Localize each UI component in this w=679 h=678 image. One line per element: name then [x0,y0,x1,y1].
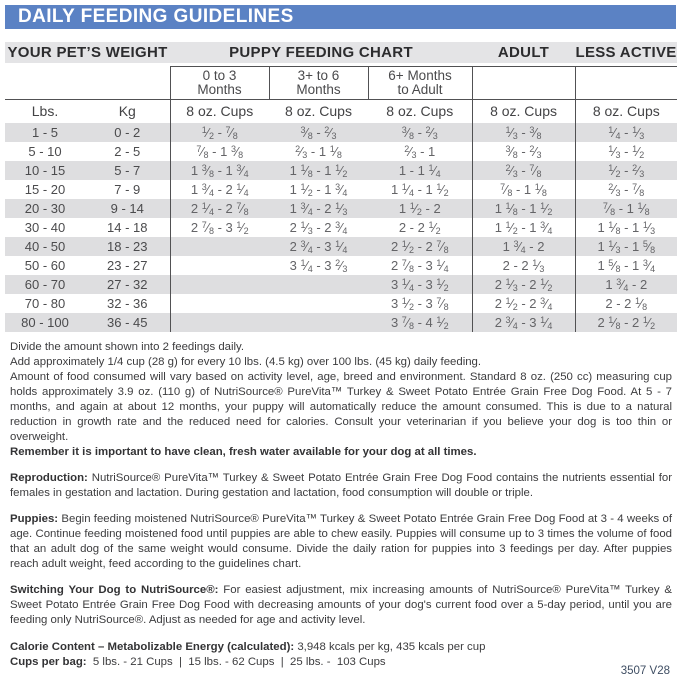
feeding-table-body [5,123,677,332]
cell-puppy-3-6: 3 $^1⁄_4 - 3$ $^2⁄_3$ [289,257,348,274]
feeding-table-row [5,123,677,142]
form-code: 3507 V28 [620,665,670,677]
cell-less-active: 1 $^1⁄_8 - 1$ $^1⁄_3$ [597,219,656,236]
puppies-text: Begin feeding moistened NutriSource® PureVita™ Turkey & Sweet Potato Entrée Grain Free Dog Food at 3 - 4 weeks of age. Continue feeding moistened food until puppies are able to chew easily. Puppies will consume up to 3 times the volume of food that an adult dog of the same weight would consume. Divide the daily ration for puppies into 3 feedings per day. After puppies reach adult weight, feed according to the guidelines chart. [10,513,672,570]
age-line: to Adult [397,81,443,97]
cell-lbs: 70 - 80 [24,296,66,311]
cell-kg: 7 - 9 [85,180,170,199]
cell-adult: 2 $^1⁄_3 - 2$ $^1⁄_2$ [472,275,575,294]
cell-less-active: 1 $^1⁄_3 - 1$ $^5⁄_8$ [575,237,677,256]
column-group-less-active: LESS ACTIVE [575,44,677,61]
feeding-table-row [5,199,677,218]
column-header-cups-2: 8 oz. Cups [269,99,368,123]
cell-puppy-6-adult: 1 $^1⁄_2 - 2$ [368,199,472,218]
cell-puppy-6-adult: 3 $^1⁄_2 - 3$ $^7⁄_8$ [368,294,472,313]
cell-puppy-3-6 [269,313,368,332]
age-header-less-active-cell [575,66,677,99]
cell-adult: $^7⁄_8 - 1$ $^1⁄_8$ [472,180,575,199]
age-line: 3+ to 6 [297,67,340,83]
cell-lbs: 5 - 10 [28,144,62,159]
feeding-notes [10,340,672,460]
cell-puppy-0-3: 1 $^3⁄_4 - 2$ $^1⁄_4$ [190,181,249,198]
column-group-adult: ADULT [472,42,575,63]
cell-less-active: 1 $^3⁄_4 - 2$ [575,275,677,294]
cell-puppy-3-6: $^3⁄_8$ - $^2⁄_3$ [269,123,368,142]
cell-kg: 23 - 27 [85,256,170,275]
cell-puppy-6-adult: 2 - 2 $^1⁄_2$ [368,218,472,237]
switching-paragraph [10,583,672,628]
cell-puppy-0-3: 1 $^3⁄_8 - 1$ $^3⁄_4$ [170,161,269,180]
cell-kg: 0 - 2 [85,123,170,142]
cell-puppy-3-6: 1 $^1⁄_2 - 1$ $^3⁄_4$ [289,181,348,198]
column-header-0-3-months [170,66,269,99]
cell-puppy-0-3 [170,256,269,275]
reproduction-label: Reproduction: [10,472,88,484]
cell-puppy-0-3 [170,313,269,332]
cell-adult: 2 - 2 $^1⁄_3$ [472,256,575,275]
cell-kg: 36 - 45 [85,313,170,332]
cups-per-bag-value: 5 lbs. - 21 Cups | 15 lbs. - 62 Cups | 25 lbs. - 103 Cups [86,656,386,668]
cell-adult: 1 $^3⁄_4 - 2$ [472,237,575,256]
cell-puppy-6-adult: 3 $^7⁄_8 - 4$ $^1⁄_2$ [368,313,472,332]
column-header-kg: Kg [85,99,170,123]
cell-puppy-6-adult: 1 $^1⁄_4 - 1$ $^1⁄_2$ [368,180,472,199]
feeding-table-row [5,313,677,332]
cell-lbs: 40 - 50 [5,237,85,256]
note-water: Remember it is important to have clean, fresh water available for your dog at all times. [10,446,477,458]
cell-puppy-6-adult: 2 $^1⁄_2 - 2$ $^7⁄_8$ [368,237,472,256]
cell-kg: 27 - 32 [85,275,170,294]
age-line: Months [296,81,341,97]
cell-puppy-3-6: 2 $^3⁄_4 - 3$ $^1⁄_4$ [269,237,368,256]
cell-adult: $^3⁄_8$ - $^2⁄_3$ [472,142,575,161]
age-header-row [5,66,677,99]
age-line: Months [197,81,242,97]
cell-less-active: 1 $^5⁄_8 - 1$ $^3⁄_4$ [597,257,656,274]
cell-puppy-0-3: $^1⁄_2$ - $^7⁄_8$ [170,123,269,142]
cell-puppy-3-6: 1 $^1⁄_8 - 1$ $^1⁄_2$ [269,161,368,180]
feeding-table-row [5,294,677,313]
cell-puppy-3-6: 1 $^3⁄_4 - 2$ $^1⁄_3$ [269,199,368,218]
cell-puppy-0-3 [170,294,269,313]
unit-header-row [5,99,677,123]
cell-less-active: 2 - 2 $^1⁄_8$ [605,295,648,312]
cell-lbs: 50 - 60 [24,258,66,273]
column-header-cups-less-active: 8 oz. Cups [575,99,677,123]
feeding-table-row [5,237,677,256]
feeding-table-row [5,275,677,294]
cell-less-active: $^1⁄_4$ - $^1⁄_3$ [575,123,677,142]
switching-label: Switching Your Dog to NutriSource®: [10,584,219,596]
cell-kg: 14 - 18 [85,218,170,237]
cell-adult: $^2⁄_3$ - $^7⁄_8$ [472,161,575,180]
column-group-pet-weight: YOUR PET’S WEIGHT [5,42,170,63]
column-header-3-6-months [269,66,368,99]
feeding-table-row [5,180,677,199]
cell-puppy-6-adult: $^2⁄_3 - 1$ [368,142,472,161]
cell-less-active: $^7⁄_8 - 1$ $^1⁄_8$ [575,199,677,218]
cell-adult: 1 $^1⁄_2 - 1$ $^3⁄_4$ [472,218,575,237]
cell-adult: $^1⁄_3$ - $^3⁄_8$ [472,123,575,142]
age-line: 6+ Months [388,67,452,83]
cell-less-active: $^1⁄_2$ - $^2⁄_3$ [575,161,677,180]
feeding-table-row [5,218,677,237]
cell-puppy-0-3: 2 $^1⁄_4 - 2$ $^7⁄_8$ [170,199,269,218]
cell-puppy-6-adult: 1 - 1 $^1⁄_4$ [368,161,472,180]
calorie-content-label: Calorie Content – Metabolizable Energy (calculated): [10,641,295,653]
cell-lbs: 30 - 40 [24,220,66,235]
cell-puppy-0-3: 2 $^7⁄_8 - 3$ $^1⁄_2$ [190,219,249,236]
column-header-lbs: Lbs. [5,99,85,123]
cell-adult: 1 $^1⁄_8 - 1$ $^1⁄_2$ [472,199,575,218]
cell-puppy-3-6 [269,294,368,313]
cell-kg: 32 - 36 [85,294,170,313]
cell-less-active: $^2⁄_3$ - $^7⁄_8$ [608,181,645,198]
feeding-guidelines-table [5,42,677,332]
age-header-spacer [5,66,170,99]
cell-kg: 9 - 14 [85,199,170,218]
cell-puppy-0-3 [170,237,269,256]
cell-lbs: 20 - 30 [5,199,85,218]
cups-per-bag-line [10,655,672,670]
column-group-puppy-feeding-chart: PUPPY FEEDING CHART [170,42,472,63]
cell-less-active: 2 $^1⁄_8 - 2$ $^1⁄_2$ [575,313,677,332]
cell-puppy-3-6: 2 $^1⁄_3 - 2$ $^3⁄_4$ [289,219,348,236]
calorie-content-value: 3,948 kcals per kg, 435 kcals per cup [294,641,486,653]
cell-puppy-6-adult: 3 $^1⁄_4 - 3$ $^1⁄_2$ [368,275,472,294]
calorie-content-line [10,640,672,655]
cell-puppy-0-3 [170,275,269,294]
cell-kg: 5 - 7 [85,161,170,180]
note-add: Add approximately 1/4 cup (28 g) for every 10 lbs. (4.5 kg) over 100 lbs. (45 kg) daily feeding. [10,356,482,368]
cell-adult: 2 $^3⁄_4 - 3$ $^1⁄_4$ [472,313,575,332]
age-header-adult-cell [472,66,575,99]
cell-less-active: $^1⁄_3$ - $^1⁄_2$ [608,143,645,160]
cell-puppy-3-6: $^2⁄_3 - 1$ $^1⁄_8$ [295,143,342,160]
age-line: 0 to 3 [202,67,237,83]
puppies-paragraph [10,512,672,572]
cell-puppy-6-adult: 2 $^7⁄_8 - 3$ $^1⁄_4$ [368,256,472,275]
cell-lbs: 15 - 20 [24,182,66,197]
cups-per-bag-label: Cups per bag: [10,656,87,668]
cell-puppy-0-3: $^7⁄_8 - 1$ $^3⁄_8$ [196,143,244,160]
puppies-label: Puppies: [10,513,59,525]
page-title: DAILY FEEDING GUIDELINES [5,5,676,29]
cell-puppy-6-adult: $^3⁄_8$ - $^2⁄_3$ [368,123,472,142]
column-header-6-months-adult [368,66,472,99]
cell-kg: 18 - 23 [85,237,170,256]
cell-lbs: 60 - 70 [5,275,85,294]
column-header-cups-adult: 8 oz. Cups [472,99,575,123]
cell-adult: 2 $^1⁄_2 - 2$ $^3⁄_4$ [472,294,575,313]
cell-lbs: 1 - 5 [5,123,85,142]
cell-lbs: 10 - 15 [5,161,85,180]
cell-puppy-3-6 [269,275,368,294]
group-header-row [5,42,677,63]
switching-text: For easiest adjustment, mix increasing amounts of NutriSource® PureVita™ Turkey & Sweet Potato Entrée Grain Free Dog Food with decreasing amounts of your dog's current food over a 5-day period, until you are feeding only NutriSource®. Adjust as needed for age and activity level. [10,584,672,626]
cell-lbs: 80 - 100 [5,313,85,332]
feeding-table-row [5,256,677,275]
column-header-cups-3: 8 oz. Cups [368,99,472,123]
cell-kg: 2 - 5 [85,142,170,161]
feeding-table-row [5,161,677,180]
column-header-cups-1: 8 oz. Cups [170,99,269,123]
reproduction-paragraph [10,471,672,501]
note-amount: Amount of food consumed will vary based on activity level, age, breed and environment. Standard 8 oz. (250 cc) measuring cup holds approximately 3.9 oz. (110 g) of NutriSource® PureVita™ Turkey & Sweet Potato Entrée Grain Free Dog Food. At 5 - 7 months, and again at about 12 months, your puppy will automatically reduce the amount consumed. This is due to a natural reduction in growth rate and the reduced need for calories. Consult your veterinarian if you believe your dog is too thin or overweight. [10,371,672,443]
feeding-table-row [5,142,677,161]
note-divide: Divide the amount shown into 2 feedings daily. [10,341,245,353]
metrics-block [10,640,672,670]
reproduction-text: NutriSource® PureVita™ Turkey & Sweet Potato Entrée Grain Free Dog Food contains the nutrients essential for females in gestation and lactation. During gestation and lactation, food consumption will double or triple. [10,472,672,499]
